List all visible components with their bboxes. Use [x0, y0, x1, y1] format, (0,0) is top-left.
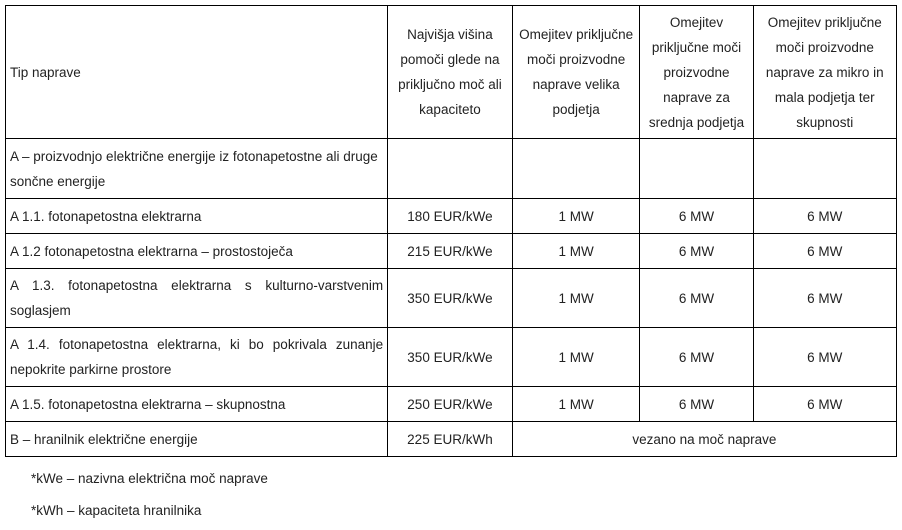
limit-large-cell: 1 MW	[512, 269, 640, 328]
aid-cell: 250 EUR/kWe	[388, 387, 513, 422]
limit-medium-cell: 6 MW	[640, 199, 753, 234]
table-row	[6, 387, 897, 422]
device-type-cell: A 1.5. fotonapetostna elektrarna – skupnostna	[6, 387, 388, 422]
table-row	[6, 269, 897, 328]
section-a-row	[6, 139, 897, 199]
aid-cell: 350 EUR/kWe	[388, 328, 513, 387]
header-limit-large: Omejitev priključne moči proizvodne naprave velika podjetja	[512, 6, 640, 139]
table-header-row	[6, 6, 897, 139]
limit-medium-cell: 6 MW	[640, 387, 753, 422]
limit-medium-cell: 6 MW	[640, 269, 753, 328]
device-type-cell: B – hranilnik električne energije	[6, 422, 388, 457]
limit-small-cell: 6 MW	[753, 387, 896, 422]
empty-cell	[753, 139, 896, 199]
table-row	[6, 199, 897, 234]
empty-cell	[512, 139, 640, 199]
limit-small-cell: 6 MW	[753, 269, 896, 328]
limit-small-cell: 6 MW	[753, 234, 896, 269]
limit-small-cell: 6 MW	[753, 199, 896, 234]
aid-cell: 350 EUR/kWe	[388, 269, 513, 328]
device-type-cell: A 1.1. fotonapetostna elektrarna	[6, 199, 388, 234]
footnote-kwe: *kWe – nazivna električna moč naprave	[31, 471, 268, 486]
header-device-type: Tip naprave	[6, 6, 388, 139]
aid-cell: 180 EUR/kWe	[388, 199, 513, 234]
limit-medium-cell: 6 MW	[640, 234, 753, 269]
aid-cell: 215 EUR/kWe	[388, 234, 513, 269]
footnote-kwh: *kWh – kapaciteta hranilnika	[31, 503, 202, 518]
device-type-cell: A 1.4. fotonapetostna elektrarna, ki bo pokrivala zunanje nepokrite parkirne prostore	[6, 328, 388, 387]
header-max-aid: Najvišja višina pomoči glede na priključno moč ali kapaciteto	[388, 6, 513, 139]
device-type-cell: A 1.2 fotonapetostna elektrarna – prostostoječa	[6, 234, 388, 269]
header-limit-small: Omejitev priključne moči proizvodne naprave za mikro in mala podjetja ter skupnosti	[753, 6, 896, 139]
section-a-label: A – proizvodnjo električne energije iz fotonapetostne ali druge sončne energije	[6, 139, 388, 199]
header-limit-medium: Omejitev priključne moči proizvodne naprave za srednja podjetja	[640, 6, 753, 139]
aid-limits-table	[5, 5, 897, 457]
limit-large-cell: 1 MW	[512, 199, 640, 234]
empty-cell	[640, 139, 753, 199]
aid-cell: 225 EUR/kWh	[388, 422, 513, 457]
empty-cell	[388, 139, 513, 199]
device-type-cell: A 1.3. fotonapetostna elektrarna s kulturno-varstvenim soglasjem	[6, 269, 388, 328]
section-b-row	[6, 422, 897, 457]
table-row	[6, 328, 897, 387]
limit-merged-cell: vezano na moč naprave	[512, 422, 896, 457]
limit-medium-cell: 6 MW	[640, 328, 753, 387]
limit-large-cell: 1 MW	[512, 234, 640, 269]
limit-large-cell: 1 MW	[512, 387, 640, 422]
limit-small-cell: 6 MW	[753, 328, 896, 387]
limit-large-cell: 1 MW	[512, 328, 640, 387]
footnotes	[31, 466, 268, 530]
table-row	[6, 234, 897, 269]
